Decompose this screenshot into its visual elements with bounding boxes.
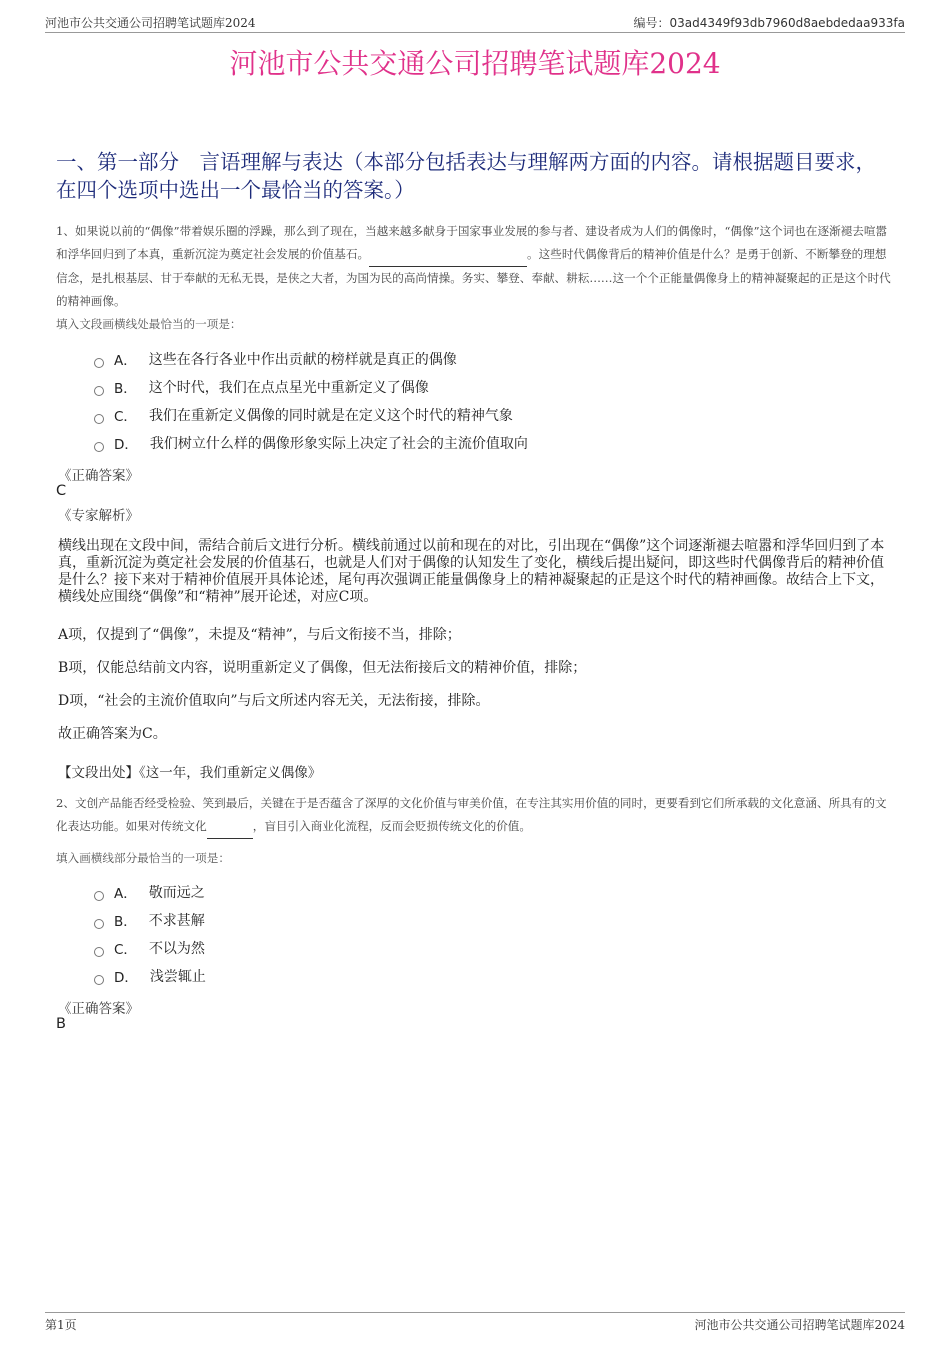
page-header — [45, 14, 905, 33]
radio-icon[interactable] — [94, 386, 104, 396]
option-a[interactable]: A． 这些在各行各业中作出贡献的榜样就是真正的偶像 — [94, 345, 528, 373]
question-2-options — [94, 878, 206, 990]
option-text: 不求甚解 — [148, 913, 205, 929]
analysis-paragraph: B项，仅能总结前文内容，说明重新定义了偶像，但无法衔接后文的精神价值，排除； — [58, 660, 587, 676]
radio-icon[interactable] — [94, 442, 104, 452]
question-2-prompt: 填入画横线部分最恰当的一项是： — [56, 851, 230, 865]
document-title: 河池市公共交通公司招聘笔试题库2024 — [229, 47, 721, 80]
option-c[interactable]: C． 不以为然 — [94, 934, 206, 962]
question-2-blank — [207, 815, 253, 839]
page-number: 第1页 — [45, 1318, 77, 1332]
option-b[interactable]: B． 这个时代，我们在点点星光中重新定义了偶像 — [94, 373, 528, 401]
analysis-paragraph: 故正确答案为C。 — [58, 726, 167, 742]
passage-source: 【文段出处】《这一年，我们重新定义偶像》 — [58, 765, 322, 781]
option-text: 这些在各行各业中作出贡献的榜样就是真正的偶像 — [148, 352, 457, 368]
radio-icon[interactable] — [94, 919, 104, 929]
answer-label: 《正确答案》 — [58, 1001, 139, 1017]
option-text: 敬而远之 — [148, 885, 205, 901]
question-1-stem-after: 。这些时代偶像背后的精神价值是什么？是勇于创新、不断攀登的理想信念，是扎根基层、甘于奉献的无私无畏，是侠之大者，为国为民的高尚情操。务实、攀登、奉献、耕耘……这一个个正能量偶像身上的精神凝聚起的正是这个时代的精神画像。 — [56, 247, 891, 308]
section-heading: 一、第一部分 言语理解与表达（本部分包括表达与理解两方面的内容。请根据题目要求，在四个选项中选出一个最恰当的答案。） — [56, 150, 876, 202]
radio-icon[interactable] — [94, 358, 104, 368]
question-2-stem-before: 2、文创产品能否经受检验、笑到最后，关键在于是否蕴含了深厚的文化价值与审美价值，在专注其实用价值的同时，更要看到它们所承载的文化意涵、所具有的文化表达功能。如果对传统文化 — [56, 796, 887, 833]
question-1-stem — [56, 220, 894, 313]
option-c[interactable]: C． 我们在重新定义偶像的同时就是在定义这个时代的精神气象 — [94, 401, 528, 429]
radio-icon[interactable] — [94, 891, 104, 901]
footer-doc-title: 河池市公共交通公司招聘笔试题库2024 — [694, 1318, 905, 1332]
correct-answer: C — [56, 483, 67, 499]
option-a[interactable]: A． 敬而远之 — [94, 878, 206, 906]
option-d[interactable]: D． 我们树立什么样的偶像形象实际上决定了社会的主流价值取向 — [94, 429, 528, 457]
analysis-paragraph: A项，仅提到了“偶像”，未提及“精神”，与后文衔接不当，排除； — [58, 627, 461, 643]
option-text: 这个时代，我们在点点星光中重新定义了偶像 — [148, 380, 429, 396]
option-b[interactable]: B． 不求甚解 — [94, 906, 206, 934]
radio-icon[interactable] — [94, 947, 104, 957]
radio-icon[interactable] — [94, 975, 104, 985]
question-1-stem-before: 1、如果说以前的“偶像”带着娱乐圈的浮躁，那么到了现在，当越来越多献身于国家事业发展的参与者、建设者成为人们的偶像时，“偶像”这个词也在逐渐褪去喧嚣和浮华回归到了本真，重新沉淀为奠定社会发展的价值基石。 — [56, 224, 888, 261]
option-text: 我们在重新定义偶像的同时就是在定义这个时代的精神气象 — [148, 408, 513, 424]
answer-label: 《正确答案》 — [58, 468, 139, 484]
question-1-prompt: 填入文段画横线处最恰当的一项是： — [56, 317, 242, 331]
analysis-paragraph: D项，“社会的主流价值取向”与后文所述内容无关，无法衔接，排除。 — [58, 693, 490, 709]
option-text: 浅尝辄止 — [149, 969, 206, 985]
option-text: 不以为然 — [148, 941, 205, 957]
question-1-blank — [369, 243, 527, 267]
question-1-options — [94, 345, 528, 457]
radio-icon[interactable] — [94, 414, 104, 424]
option-text: 我们树立什么样的偶像形象实际上决定了社会的主流价值取向 — [149, 436, 528, 452]
question-2-stem-after: ，盲目引入商业化流程，反而会贬损传统文化的价值。 — [252, 819, 531, 833]
question-2-stem — [56, 792, 894, 839]
page-footer — [45, 1312, 905, 1333]
header-doc-title: 河池市公共交通公司招聘笔试题库2024 — [45, 16, 256, 30]
correct-answer: B — [56, 1016, 66, 1032]
analysis-label: 《专家解析》 — [58, 508, 139, 524]
analysis-paragraph: 横线出现在文段中间，需结合前后文进行分析。横线前通过以前和现在的对比，引出现在“偶像”这个词逐渐褪去喧嚣和浮华回归到了本真，重新沉淀为奠定社会发展的价值基石，也就是人们对于偶像的认知发生了变化，横线后提出疑问，即这些时代偶像背后的精神价值是什么？接下来对于精神价值展开具体论述，尾句再次强调正能量偶像身上的精神凝聚起的正是这个时代的精神画像。故结合上下文，横线处应围绕“偶像”和“精神”展开论述，对应C项。 — [58, 538, 885, 605]
header-doc-id: 编号：03ad4349f93db7960d8aebdedaa933fa — [633, 16, 905, 30]
option-d[interactable]: D． 浅尝辄止 — [94, 962, 206, 990]
